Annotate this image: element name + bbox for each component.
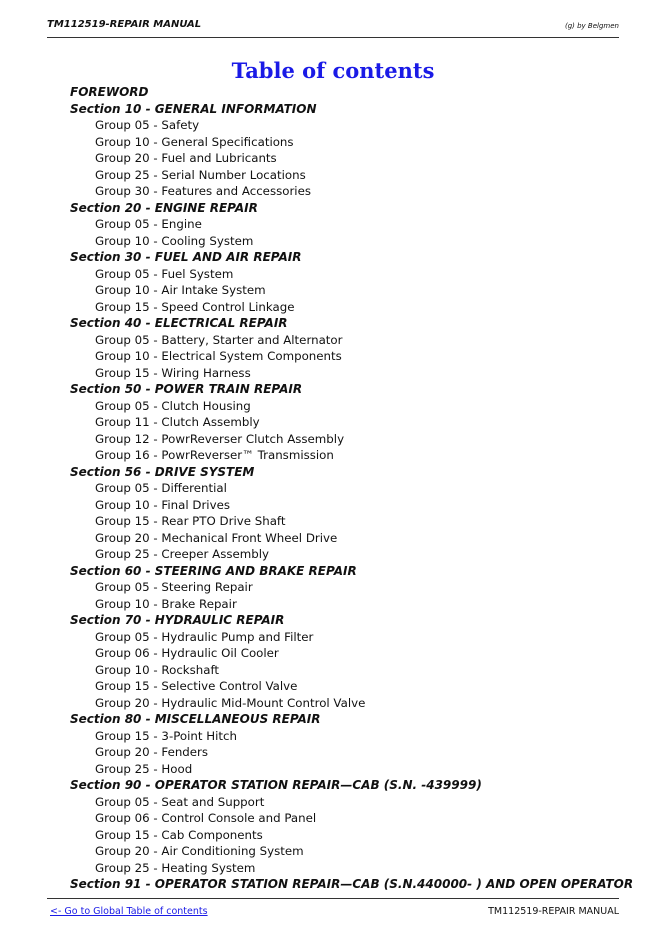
toc-group-link[interactable]: Group 15 - Wiring Harness [95,365,251,380]
page-title: Table of contents [231,58,435,83]
toc-group-link[interactable]: Group 10 - Cooling System [95,233,254,248]
global-toc-link[interactable]: <- Go to Global Table of contents [50,906,208,917]
page-header [47,17,619,38]
toc-group-link[interactable]: Group 15 - Selective Control Valve [95,679,298,693]
toc-section-link[interactable]: FOREWORD [70,85,149,99]
toc-section-link[interactable]: Section 91 - OPERATOR STATION REPAIR—CAB (S.N.440000- ) AND OPEN OPERATOR [70,877,634,891]
toc-group-link[interactable]: Group 15 - 3-Point Hitch [95,728,237,743]
toc-group-link[interactable]: Group 12 - PowrReverser Clutch Assembly [95,431,345,446]
toc-group-link[interactable]: Group 16 - PowrReverser™ Transmission [95,448,334,462]
toc-group-link[interactable]: Group 20 - Hydraulic Mid-Mount Control Valve [95,695,366,710]
toc-group-link[interactable]: Group 10 - General Specifications [95,134,294,149]
toc-group-link[interactable]: Group 20 - Air Conditioning System [95,844,304,858]
toc-group-link[interactable]: Group 05 - Steering Repair [95,580,253,594]
toc-group-link[interactable]: Group 11 - Clutch Assembly [95,415,260,429]
toc-section-link[interactable]: Section 50 - POWER TRAIN REPAIR [70,382,303,396]
toc-group-link[interactable]: Group 30 - Features and Accessories [95,184,311,198]
toc-group-link[interactable]: Group 06 - Hydraulic Oil Cooler [95,646,279,660]
toc-group-link[interactable]: Group 05 - Differential [95,481,227,495]
toc-group-link[interactable]: Group 10 - Electrical System Components [95,349,342,363]
toc-section-link[interactable]: Section 30 - FUEL AND AIR REPAIR [70,250,302,264]
toc-group-link[interactable]: Group 06 - Control Console and Panel [95,811,317,825]
toc-section-link[interactable]: Section 70 - HYDRAULIC REPAIR [70,613,285,627]
toc-group-link[interactable]: Group 05 - Safety [95,118,200,132]
page-footer [47,898,619,923]
toc-section-link[interactable]: Section 80 - MISCELLANEOUS REPAIR [70,712,321,726]
toc-section-link[interactable]: Section 90 - OPERATOR STATION REPAIR—CAB (S.N. -439999) [70,778,482,792]
toc-group-link[interactable]: Group 15 - Rear PTO Drive Shaft [95,514,286,528]
toc-group-link[interactable]: Group 25 - Hood [95,761,193,776]
toc-group-link[interactable]: Group 20 - Fuel and Lubricants [95,151,277,165]
toc-group-link[interactable]: Group 10 - Rockshaft [95,662,220,677]
toc-section-link[interactable]: Section 60 - STEERING AND BRAKE REPAIR [70,563,357,578]
toc-group-link[interactable]: Group 25 - Serial Number Locations [95,167,306,182]
toc-group-link[interactable]: Group 05 - Seat and Support [95,794,265,809]
header-doc-id: TM112519-REPAIR MANUAL [47,19,202,30]
toc-group-link[interactable]: Group 15 - Speed Control Linkage [95,299,295,314]
toc-section-link[interactable]: Section 56 - DRIVE SYSTEM [70,464,255,479]
toc-group-link[interactable]: Group 05 - Battery, Starter and Alternator [95,332,343,347]
toc-group-link[interactable]: Group 10 - Air Intake System [95,283,266,297]
toc-section-link[interactable]: Section 40 - ELECTRICAL REPAIR [70,316,288,330]
toc-group-link[interactable]: Group 15 - Cab Components [95,827,263,842]
toc-section-link[interactable]: Section 10 - GENERAL INFORMATION [70,101,317,116]
toc-group-link[interactable]: Group 20 - Fenders [95,745,209,759]
toc-group-link[interactable]: Group 05 - Engine [95,217,202,231]
toc-group-link[interactable]: Group 05 - Fuel System [95,266,234,281]
toc-group-link[interactable]: Group 10 - Final Drives [95,497,230,512]
table-of-contents [70,84,634,893]
footer-doc-id: TM112519-REPAIR MANUAL [488,906,619,917]
header-credit: (g) by Belgmen [564,22,619,30]
toc-group-link[interactable]: Group 25 - Creeper Assembly [95,547,269,561]
toc-group-link[interactable]: Group 25 - Heating System [95,860,256,875]
toc-section-link[interactable]: Section 20 - ENGINE REPAIR [70,200,258,215]
toc-group-link[interactable]: Group 10 - Brake Repair [95,596,237,611]
toc-group-link[interactable]: Group 05 - Clutch Housing [95,398,251,413]
toc-group-link[interactable]: Group 20 - Mechanical Front Wheel Drive [95,530,338,545]
toc-group-link[interactable]: Group 05 - Hydraulic Pump and Filter [95,629,314,644]
